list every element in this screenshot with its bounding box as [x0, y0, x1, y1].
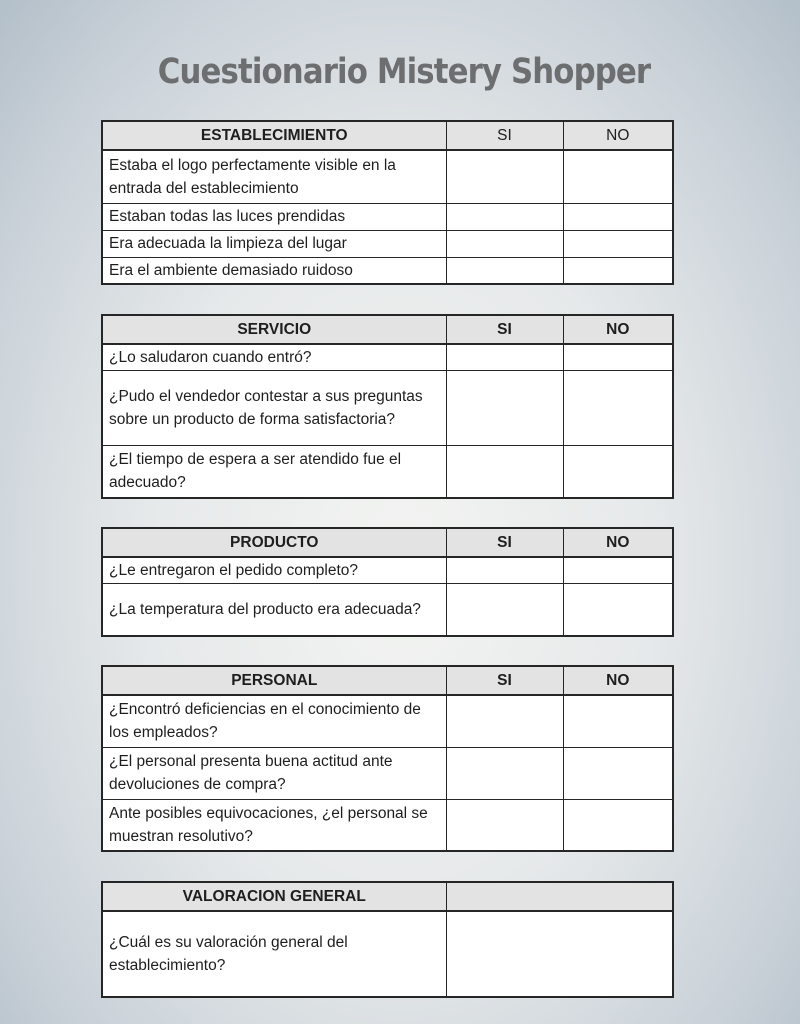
question-text: ¿Cuál es su valoración general del establecimiento?: [102, 911, 446, 997]
question-text: Ante posibles equivocaciones, ¿el personal se muestran resolutivo?: [102, 799, 446, 851]
no-answer-cell[interactable]: [563, 203, 673, 230]
no-answer-cell[interactable]: [563, 257, 673, 284]
yes-answer-cell[interactable]: [446, 445, 563, 498]
table-row: [102, 583, 673, 636]
table-row: [102, 203, 673, 230]
table-row: [102, 370, 673, 445]
yes-column-header: SI: [446, 666, 563, 695]
section-header: VALORACION GENERAL: [102, 882, 446, 911]
no-answer-cell[interactable]: [563, 150, 673, 203]
yes-answer-cell[interactable]: [446, 799, 563, 851]
question-text: ¿El personal presenta buena actitud ante devoluciones de compra?: [102, 747, 446, 799]
question-text: Estaban todas las luces prendidas: [102, 203, 446, 230]
question-text: ¿Pudo el vendedor contestar a sus preguntas sobre un producto de forma satisfactoria?: [102, 370, 446, 445]
yes-answer-cell[interactable]: [446, 583, 563, 636]
yes-answer-cell[interactable]: [446, 257, 563, 284]
table-row: [102, 257, 673, 284]
yes-column-header: SI: [446, 121, 563, 150]
yes-answer-cell[interactable]: [446, 230, 563, 257]
table-header-row: [102, 882, 673, 911]
table-row: [102, 695, 673, 747]
yes-column-header: SI: [446, 315, 563, 344]
section-header: SERVICIO: [102, 315, 446, 344]
table-header-row: [102, 315, 673, 344]
table-row: [102, 150, 673, 203]
table-row: [102, 799, 673, 851]
yes-answer-cell[interactable]: [446, 150, 563, 203]
table-header-row: [102, 121, 673, 150]
no-answer-cell[interactable]: [563, 557, 673, 583]
yes-column-header: SI: [446, 528, 563, 557]
empty-header-cell: [446, 882, 673, 911]
yes-answer-cell[interactable]: [446, 747, 563, 799]
no-column-header: NO: [563, 666, 673, 695]
yes-answer-cell[interactable]: [446, 203, 563, 230]
no-answer-cell[interactable]: [563, 583, 673, 636]
question-text: Estaba el logo perfectamente visible en la entrada del establecimiento: [102, 150, 446, 203]
table-header-row: [102, 528, 673, 557]
no-column-header: NO: [563, 121, 673, 150]
no-column-header: NO: [563, 528, 673, 557]
page-title: Cuestionario Mistery Shopper: [157, 52, 651, 92]
valoracion-table: [101, 881, 674, 998]
table-row: [102, 911, 673, 997]
yes-answer-cell[interactable]: [446, 557, 563, 583]
question-text: ¿Lo saludaron cuando entró?: [102, 344, 446, 370]
question-text: ¿Le entregaron el pedido completo?: [102, 557, 446, 583]
table-row: [102, 747, 673, 799]
no-answer-cell[interactable]: [563, 695, 673, 747]
question-text: Era adecuada la limpieza del lugar: [102, 230, 446, 257]
establecimiento-table: [101, 120, 674, 285]
no-answer-cell[interactable]: [563, 445, 673, 498]
table-header-row: [102, 666, 673, 695]
table-row: [102, 230, 673, 257]
yes-answer-cell[interactable]: [446, 695, 563, 747]
servicio-table: [101, 314, 674, 499]
table-row: [102, 445, 673, 498]
yes-answer-cell[interactable]: [446, 344, 563, 370]
question-text: Era el ambiente demasiado ruidoso: [102, 257, 446, 284]
no-column-header: NO: [563, 315, 673, 344]
table-row: [102, 344, 673, 370]
question-text: ¿El tiempo de espera a ser atendido fue el adecuado?: [102, 445, 446, 498]
personal-table: [101, 665, 674, 852]
section-header: PRODUCTO: [102, 528, 446, 557]
section-header: ESTABLECIMIENTO: [102, 121, 446, 150]
question-text: ¿Encontró deficiencias en el conocimiento de los empleados?: [102, 695, 446, 747]
yes-answer-cell[interactable]: [446, 370, 563, 445]
no-answer-cell[interactable]: [563, 747, 673, 799]
no-answer-cell[interactable]: [563, 344, 673, 370]
rating-answer-cell[interactable]: [446, 911, 673, 997]
no-answer-cell[interactable]: [563, 230, 673, 257]
question-text: ¿La temperatura del producto era adecuada?: [102, 583, 446, 636]
no-answer-cell[interactable]: [563, 799, 673, 851]
producto-table: [101, 527, 674, 637]
section-header: PERSONAL: [102, 666, 446, 695]
no-answer-cell[interactable]: [563, 370, 673, 445]
table-row: [102, 557, 673, 583]
